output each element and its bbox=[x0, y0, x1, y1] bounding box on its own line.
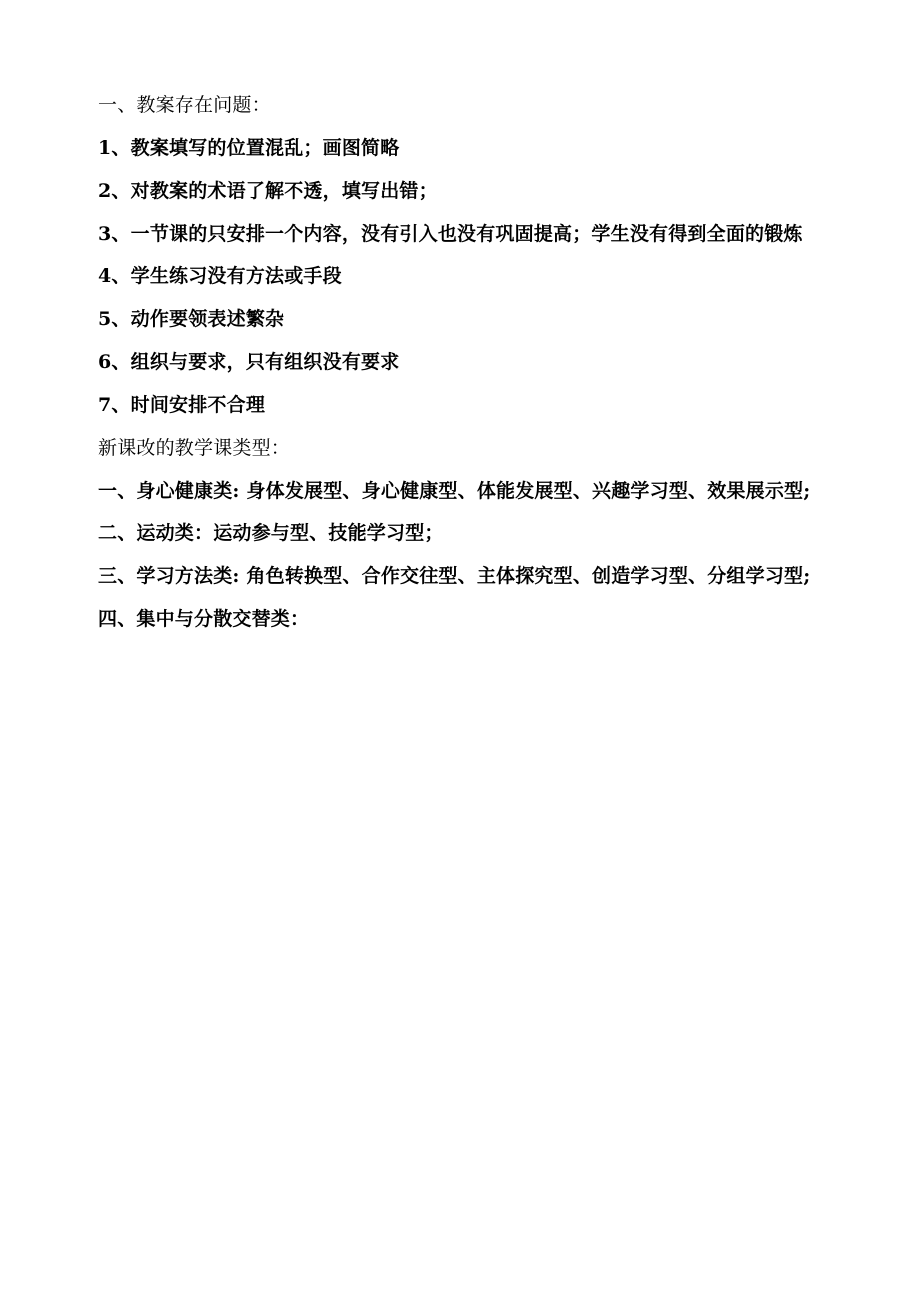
problem-item-3: 3、一节课的只安排一个内容，没有引入也没有巩固提高；学生没有得到全面的锻炼 bbox=[98, 222, 803, 245]
problem-item-1: 1、教案填写的位置混乱；画图简略 bbox=[98, 136, 400, 159]
problem-item-6: 6、组织与要求，只有组织没有要求 bbox=[98, 351, 400, 374]
lesson-types-heading: 新课改的教学课类型： bbox=[98, 436, 291, 459]
lesson-type-4: 四、集中与分散交替类： bbox=[98, 608, 310, 631]
problem-item-4: 4、学生练习没有方法或手段 bbox=[98, 265, 342, 288]
problems-heading: 一、教案存在问题： bbox=[98, 94, 271, 116]
lesson-type-3: 三、学习方法类: 角色转换型、合作交往型、主体探究型、创造学习型、分组学习型; bbox=[98, 565, 811, 588]
problem-item-7: 7、时间安排不合理 bbox=[98, 393, 266, 416]
lesson-type-1: 一、身心健康类: 身体发展型、身心健康型、体能发展型、兴趣学习型、效果展示型; bbox=[98, 479, 811, 502]
lesson-type-2: 二、运动类：运动参与型、技能学习型； bbox=[98, 522, 444, 545]
problem-item-5: 5、动作要领表述繁杂 bbox=[98, 308, 285, 331]
problem-item-2: 2、对教案的术语了解不透，填写出错； bbox=[98, 179, 438, 202]
document-body bbox=[98, 90, 898, 647]
